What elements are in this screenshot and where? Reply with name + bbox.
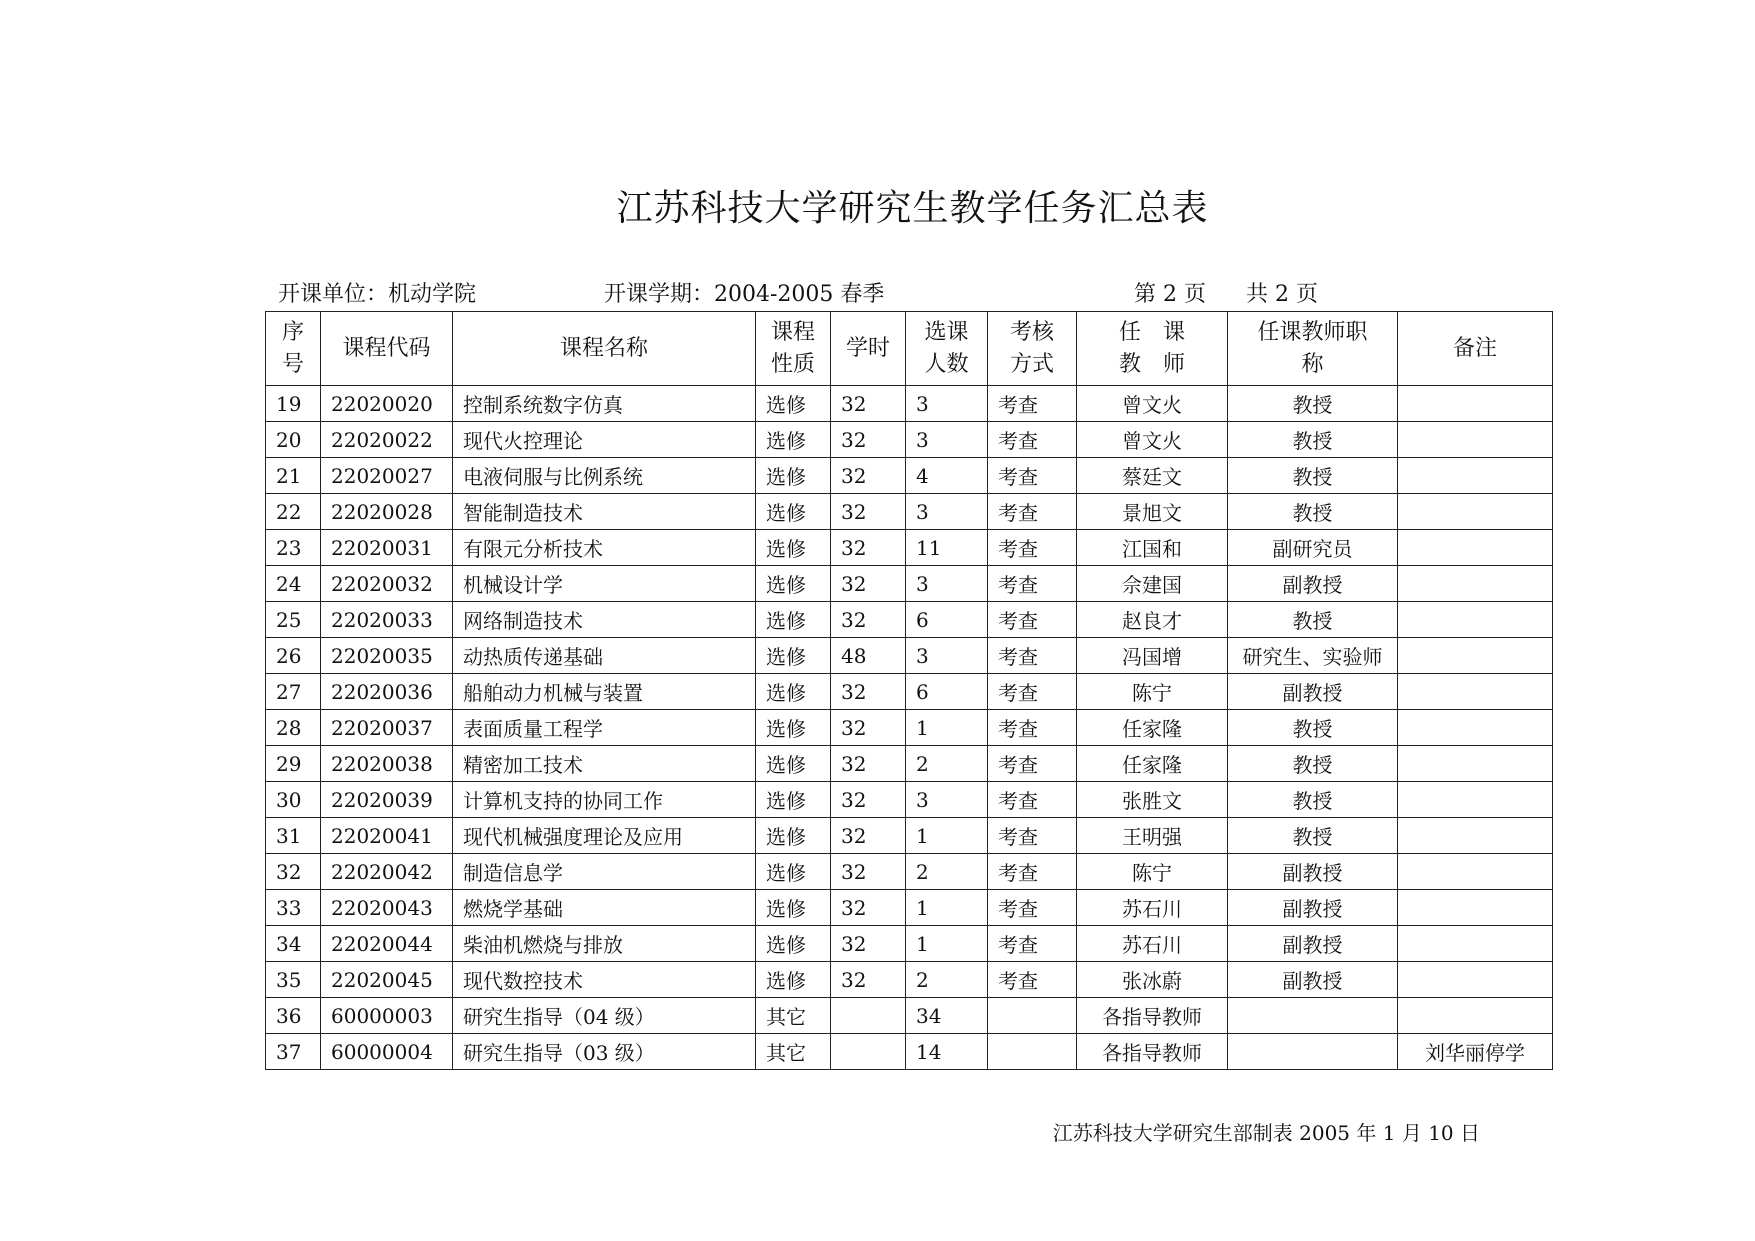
cell-nature: 选修 [756,638,831,674]
cell-teacher: 陈宁 [1077,854,1228,890]
cell-students: 2 [906,854,988,890]
cell-students: 34 [906,998,988,1034]
cell-code: 22020044 [321,926,453,962]
cell-students: 6 [906,674,988,710]
cell-rank: 教授 [1228,782,1398,818]
table-row [266,458,1553,494]
cell-nature: 选修 [756,854,831,890]
cell-course-name: 电液伺服与比例系统 [453,458,756,494]
cell-teacher: 各指导教师 [1077,1034,1228,1070]
cell-note [1398,458,1553,494]
cell-code: 22020043 [321,890,453,926]
cell-code: 22020032 [321,566,453,602]
cell-teacher: 苏石川 [1077,890,1228,926]
cell-students: 3 [906,494,988,530]
cell-rank: 教授 [1228,818,1398,854]
cell-seq: 35 [266,962,321,998]
cell-rank: 教授 [1228,386,1398,422]
cell-hours: 32 [831,386,906,422]
cell-teacher: 江国和 [1077,530,1228,566]
cell-students: 1 [906,926,988,962]
cell-teacher: 张胜文 [1077,782,1228,818]
cell-course-name: 制造信息学 [453,854,756,890]
cell-code: 22020041 [321,818,453,854]
cell-course-name: 计算机支持的协同工作 [453,782,756,818]
cell-rank: 教授 [1228,494,1398,530]
cell-seq: 23 [266,530,321,566]
cell-exam: 考查 [988,422,1077,458]
cell-teacher: 任家隆 [1077,710,1228,746]
cell-nature: 选修 [756,494,831,530]
cell-students: 11 [906,530,988,566]
table-row [266,494,1553,530]
course-term: 开课学期：2004-2005 春季 [604,282,885,307]
cell-code: 22020027 [321,458,453,494]
header-seq: 序 号 [266,312,321,386]
cell-exam: 考查 [988,530,1077,566]
table-row [266,746,1553,782]
cell-course-name: 研究生指导（04 级） [453,998,756,1034]
cell-seq: 25 [266,602,321,638]
cell-course-name: 现代数控技术 [453,962,756,998]
cell-teacher: 冯国增 [1077,638,1228,674]
cell-code: 22020022 [321,422,453,458]
cell-code: 22020031 [321,530,453,566]
table-row [266,962,1553,998]
cell-course-name: 研究生指导（03 级） [453,1034,756,1070]
table-row [266,818,1553,854]
cell-note [1398,854,1553,890]
cell-seq: 29 [266,746,321,782]
cell-exam: 考查 [988,926,1077,962]
cell-exam: 考查 [988,638,1077,674]
cell-teacher: 佘建国 [1077,566,1228,602]
cell-code: 22020020 [321,386,453,422]
cell-students: 6 [906,602,988,638]
cell-students: 1 [906,818,988,854]
cell-note [1398,710,1553,746]
cell-course-name: 柴油机燃烧与排放 [453,926,756,962]
cell-note [1398,638,1553,674]
cell-teacher: 苏石川 [1077,926,1228,962]
cell-seq: 32 [266,854,321,890]
cell-nature: 选修 [756,674,831,710]
footer-note: 江苏科技大学研究生部制表 2005 年 1 月 10 日 [1052,1121,1480,1145]
cell-teacher: 景旭文 [1077,494,1228,530]
cell-rank: 教授 [1228,422,1398,458]
cell-note [1398,890,1553,926]
cell-nature: 选修 [756,890,831,926]
header-nature: 课程 性质 [756,312,831,386]
table-row [266,602,1553,638]
cell-hours: 48 [831,638,906,674]
cell-course-name: 控制系统数字仿真 [453,386,756,422]
cell-note [1398,386,1553,422]
cell-nature: 选修 [756,422,831,458]
cell-exam: 考查 [988,494,1077,530]
cell-course-name: 网络制造技术 [453,602,756,638]
cell-teacher: 蔡廷文 [1077,458,1228,494]
cell-students: 2 [906,746,988,782]
table-row [266,422,1553,458]
cell-hours: 32 [831,566,906,602]
table-row [266,782,1553,818]
cell-rank: 副研究员 [1228,530,1398,566]
cell-students: 2 [906,962,988,998]
cell-nature: 选修 [756,710,831,746]
cell-note [1398,962,1553,998]
header-exam: 考核 方式 [988,312,1077,386]
cell-rank: 副教授 [1228,926,1398,962]
cell-rank: 副教授 [1228,890,1398,926]
cell-exam: 考查 [988,746,1077,782]
cell-note [1398,998,1553,1034]
cell-seq: 33 [266,890,321,926]
cell-exam: 考查 [988,602,1077,638]
cell-exam: 考查 [988,818,1077,854]
cell-course-name: 有限元分析技术 [453,530,756,566]
cell-code: 60000004 [321,1034,453,1070]
cell-hours: 32 [831,710,906,746]
cell-code: 60000003 [321,998,453,1034]
cell-note [1398,566,1553,602]
cell-students: 3 [906,386,988,422]
table-row [266,566,1553,602]
cell-code: 22020028 [321,494,453,530]
cell-exam [988,998,1077,1034]
header-hours: 学时 [831,312,906,386]
table-row [266,530,1553,566]
cell-course-name: 智能制造技术 [453,494,756,530]
cell-nature: 选修 [756,962,831,998]
cell-hours: 32 [831,782,906,818]
cell-hours: 32 [831,854,906,890]
cell-students: 14 [906,1034,988,1070]
header-rank: 任课教师职 称 [1228,312,1398,386]
cell-nature: 选修 [756,602,831,638]
cell-rank: 教授 [1228,602,1398,638]
cell-hours: 32 [831,890,906,926]
cell-note [1398,818,1553,854]
cell-code: 22020042 [321,854,453,890]
cell-teacher: 曾文火 [1077,386,1228,422]
cell-rank: 教授 [1228,458,1398,494]
cell-course-name: 燃烧学基础 [453,890,756,926]
cell-code: 22020033 [321,602,453,638]
cell-hours [831,998,906,1034]
cell-rank [1228,1034,1398,1070]
cell-hours: 32 [831,530,906,566]
cell-rank: 副教授 [1228,566,1398,602]
table-row [266,638,1553,674]
cell-course-name: 船舶动力机械与装置 [453,674,756,710]
cell-students: 1 [906,710,988,746]
cell-seq: 37 [266,1034,321,1070]
course-table [265,311,1553,1070]
cell-exam: 考查 [988,890,1077,926]
cell-note [1398,530,1553,566]
cell-course-name: 表面质量工程学 [453,710,756,746]
cell-rank [1228,998,1398,1034]
cell-seq: 34 [266,926,321,962]
cell-students: 3 [906,566,988,602]
cell-hours: 32 [831,746,906,782]
table-row [266,926,1553,962]
cell-exam: 考查 [988,674,1077,710]
cell-rank: 副教授 [1228,962,1398,998]
document-title: 江苏科技大学研究生教学任务汇总表 [616,188,1209,229]
cell-code: 22020037 [321,710,453,746]
cell-note [1398,782,1553,818]
cell-seq: 26 [266,638,321,674]
cell-nature: 选修 [756,530,831,566]
cell-rank: 副教授 [1228,854,1398,890]
table-row [266,674,1553,710]
cell-exam: 考查 [988,566,1077,602]
cell-note [1398,746,1553,782]
cell-code: 22020045 [321,962,453,998]
cell-course-name: 现代机械强度理论及应用 [453,818,756,854]
header-code: 课程代码 [321,312,453,386]
cell-teacher: 各指导教师 [1077,998,1228,1034]
cell-hours [831,1034,906,1070]
cell-course-name: 机械设计学 [453,566,756,602]
cell-note [1398,422,1553,458]
cell-nature: 选修 [756,818,831,854]
cell-code: 22020035 [321,638,453,674]
cell-hours: 32 [831,674,906,710]
cell-seq: 24 [266,566,321,602]
table-row [266,386,1553,422]
cell-exam: 考查 [988,458,1077,494]
cell-code: 22020038 [321,746,453,782]
cell-exam: 考查 [988,854,1077,890]
cell-hours: 32 [831,602,906,638]
cell-students: 1 [906,890,988,926]
cell-nature: 选修 [756,566,831,602]
page-total: 共 2 页 [1246,282,1318,307]
page-number: 第 2 页 [1134,282,1206,307]
cell-exam: 考查 [988,386,1077,422]
cell-seq: 27 [266,674,321,710]
cell-hours: 32 [831,962,906,998]
cell-rank: 副教授 [1228,674,1398,710]
cell-teacher: 曾文火 [1077,422,1228,458]
cell-nature: 选修 [756,926,831,962]
cell-exam [988,1034,1077,1070]
cell-exam: 考查 [988,962,1077,998]
cell-seq: 20 [266,422,321,458]
cell-nature: 选修 [756,386,831,422]
cell-teacher: 赵良才 [1077,602,1228,638]
cell-note [1398,674,1553,710]
cell-hours: 32 [831,926,906,962]
cell-nature: 选修 [756,458,831,494]
header-note: 备注 [1398,312,1553,386]
table-header-row [266,312,1553,386]
cell-hours: 32 [831,458,906,494]
table-row [266,854,1553,890]
cell-nature: 其它 [756,998,831,1034]
cell-hours: 32 [831,818,906,854]
cell-hours: 32 [831,494,906,530]
cell-students: 4 [906,458,988,494]
cell-seq: 31 [266,818,321,854]
cell-teacher: 张冰蔚 [1077,962,1228,998]
header-name: 课程名称 [453,312,756,386]
cell-course-name: 动热质传递基础 [453,638,756,674]
cell-nature: 选修 [756,746,831,782]
cell-note [1398,926,1553,962]
table-body [266,386,1553,1070]
cell-teacher: 王明强 [1077,818,1228,854]
cell-hours: 32 [831,422,906,458]
course-unit: 开课单位：机动学院 [278,282,477,307]
cell-nature: 选修 [756,782,831,818]
header-students: 选课 人数 [906,312,988,386]
cell-rank: 教授 [1228,710,1398,746]
cell-students: 3 [906,782,988,818]
cell-seq: 36 [266,998,321,1034]
cell-note [1398,494,1553,530]
header-teacher: 任 课 教 师 [1077,312,1228,386]
cell-seq: 30 [266,782,321,818]
cell-rank: 研究生、实验师 [1228,638,1398,674]
cell-seq: 22 [266,494,321,530]
cell-exam: 考查 [988,710,1077,746]
table-row [266,1034,1553,1070]
cell-note: 刘华丽停学 [1398,1034,1553,1070]
cell-seq: 19 [266,386,321,422]
cell-code: 22020036 [321,674,453,710]
cell-code: 22020039 [321,782,453,818]
cell-seq: 28 [266,710,321,746]
cell-rank: 教授 [1228,746,1398,782]
cell-exam: 考查 [988,782,1077,818]
cell-nature: 其它 [756,1034,831,1070]
cell-seq: 21 [266,458,321,494]
table-row [266,890,1553,926]
table-row [266,998,1553,1034]
cell-note [1398,602,1553,638]
cell-course-name: 精密加工技术 [453,746,756,782]
table-row [266,710,1553,746]
cell-students: 3 [906,638,988,674]
cell-students: 3 [906,422,988,458]
cell-teacher: 陈宁 [1077,674,1228,710]
cell-course-name: 现代火控理论 [453,422,756,458]
cell-teacher: 任家隆 [1077,746,1228,782]
